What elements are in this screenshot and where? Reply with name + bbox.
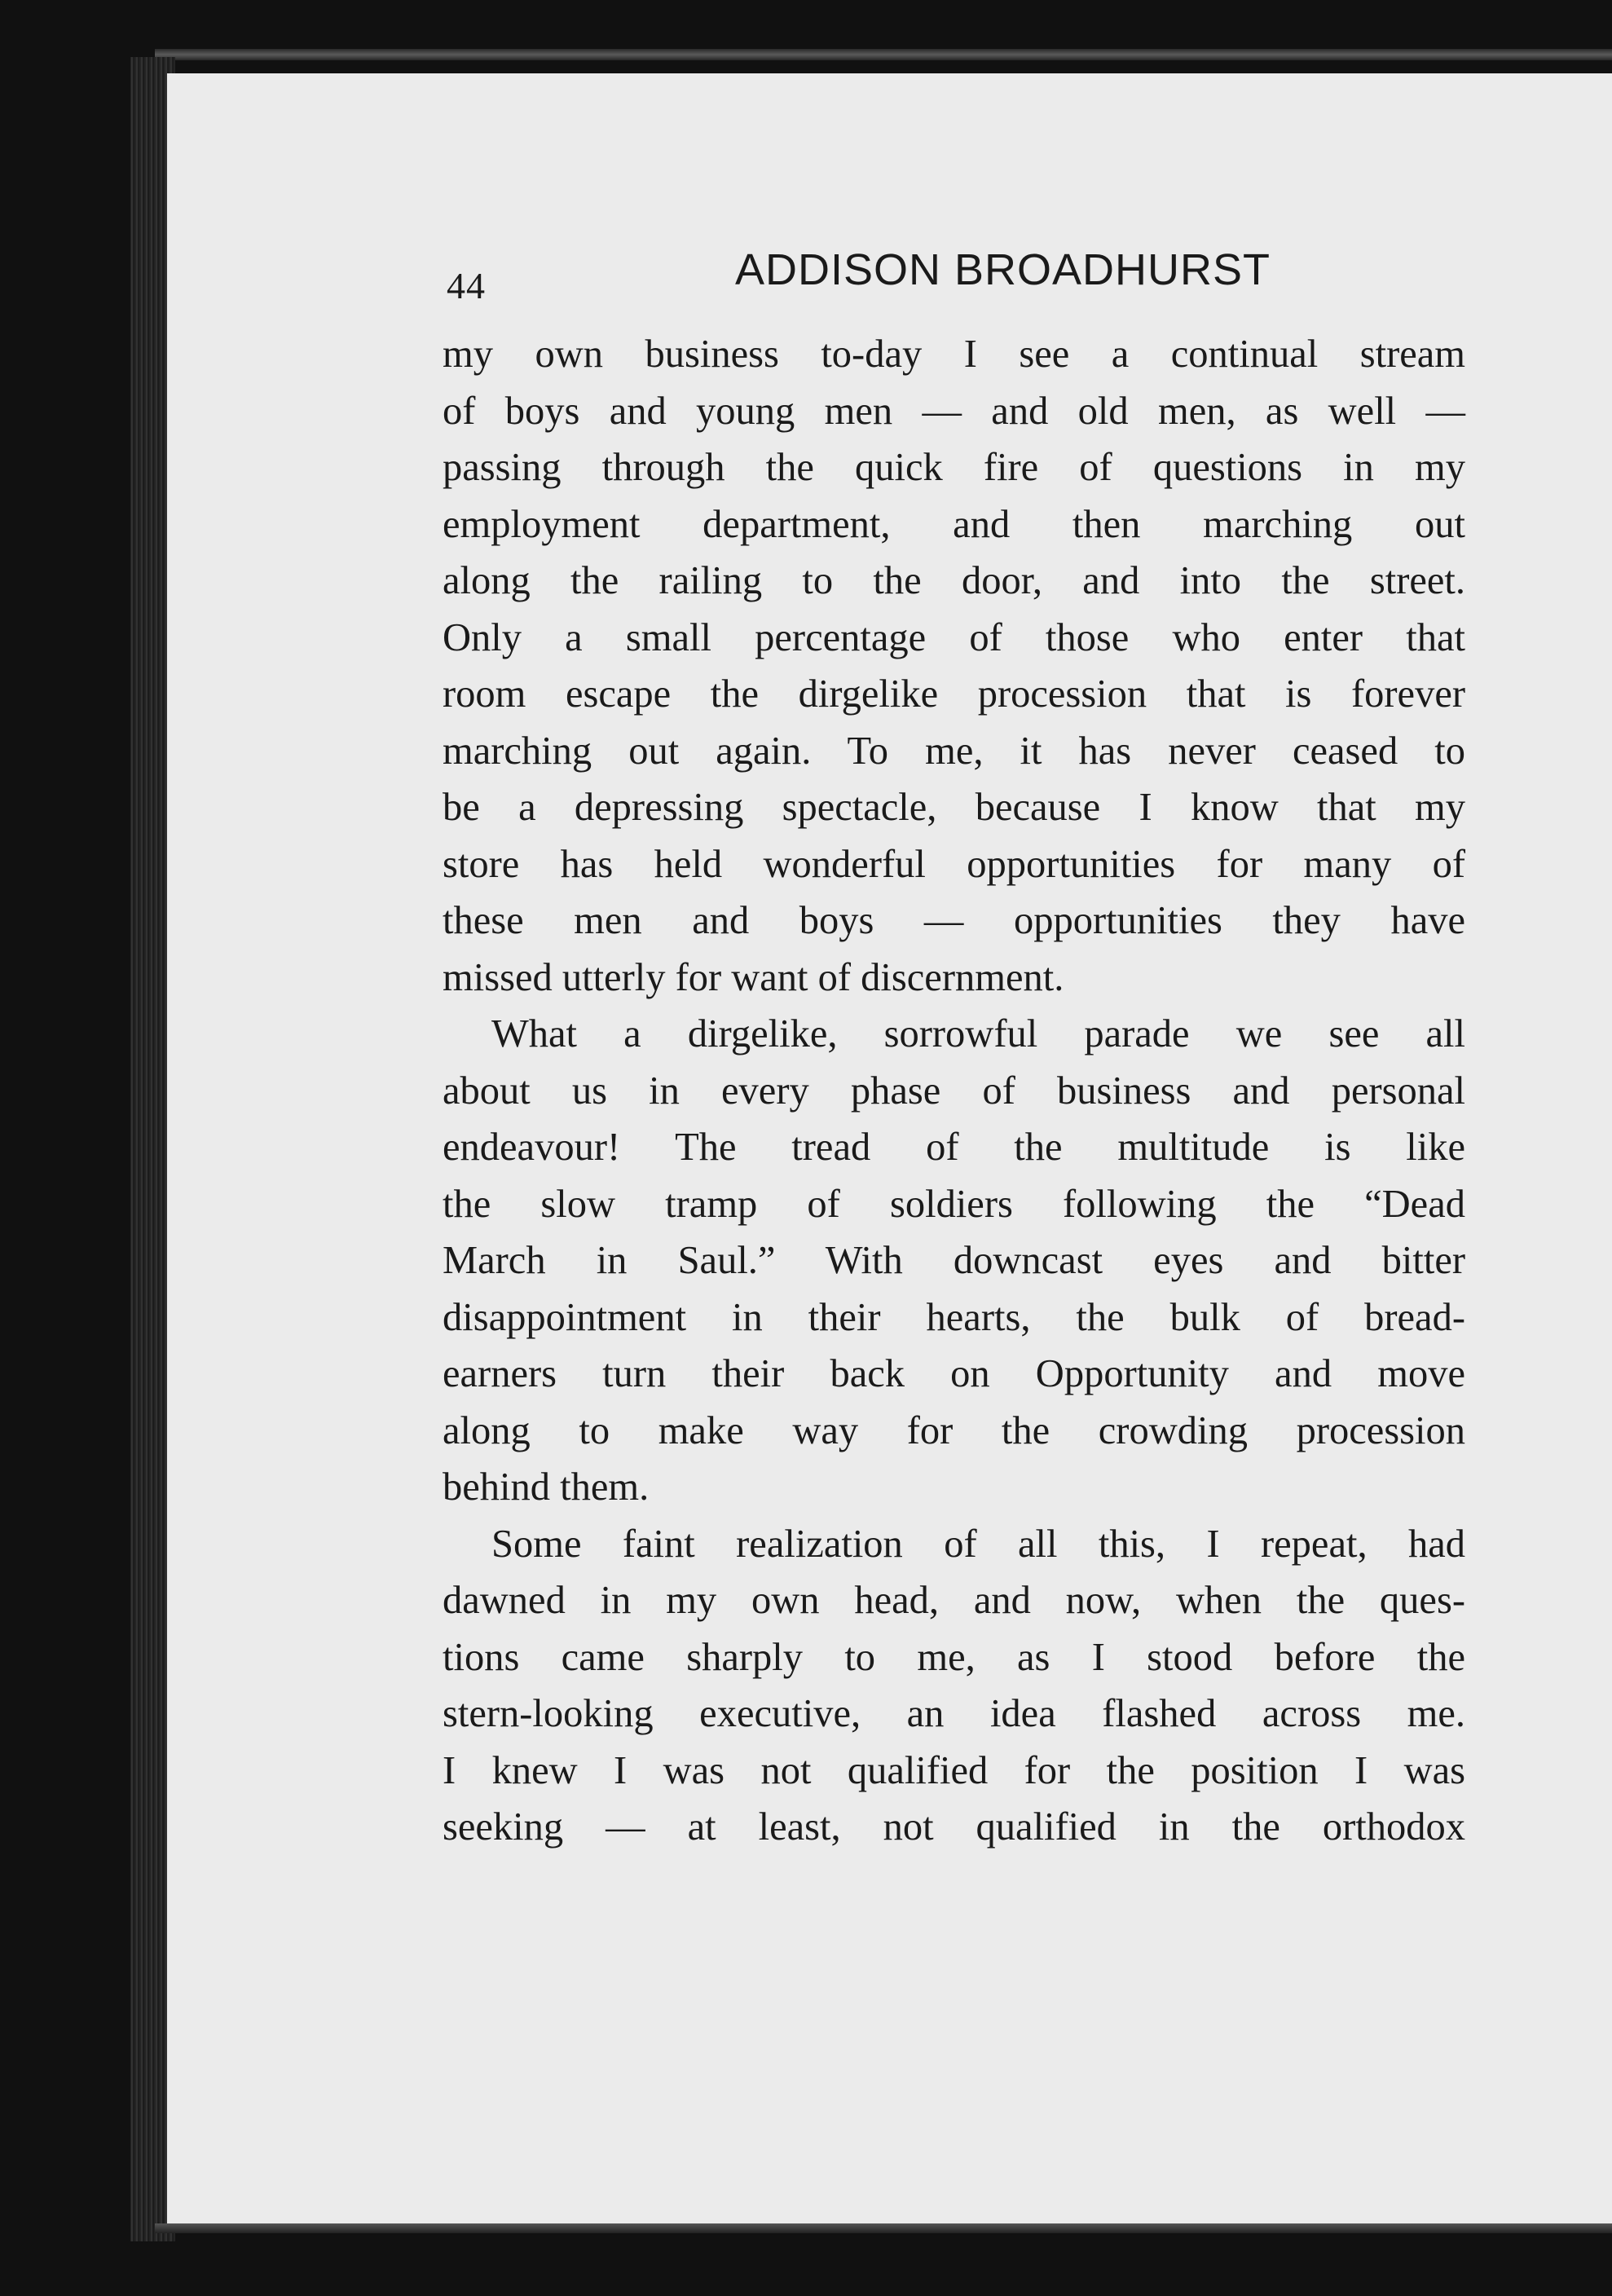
text-line: marching out again. To me, it has never ceased to	[443, 729, 1465, 773]
page-number: 44	[447, 265, 486, 306]
text-line: about us in every phase of business and personal	[443, 1069, 1465, 1113]
page-top-edge	[155, 49, 1612, 60]
text-line: dawned in my own head, and now, when the ques-	[443, 1579, 1465, 1622]
text-line: tions came sharply to me, as I stood before the	[443, 1635, 1465, 1679]
text-line: earners turn their back on Opportunity and move	[443, 1352, 1465, 1395]
body-text	[443, 326, 1465, 1856]
text-line: behind them.	[443, 1465, 650, 1509]
text-line: along to make way for the crowding procession	[443, 1408, 1465, 1452]
text-line: my own business to-day I see a continual stream	[443, 333, 1465, 376]
text-line: store has held wonderful opportunities for many of	[443, 842, 1465, 886]
running-head: ADDISON BROADHURST	[734, 245, 1271, 294]
text-line: of boys and young men — and old men, as well —	[443, 389, 1465, 433]
text-line: March in Saul.” With downcast eyes and bitter	[443, 1239, 1465, 1282]
text-line: I knew I was not qualified for the position I was	[443, 1748, 1465, 1792]
text-line: endeavour! The tread of the multitude is like	[443, 1126, 1465, 1169]
text-line: disappointment in their hearts, the bulk of bread-	[443, 1295, 1465, 1339]
page-bottom-edge	[155, 2223, 1612, 2233]
text-line: the slow tramp of soldiers following the “Dead	[443, 1182, 1465, 1226]
text-line: missed utterly for want of discernment.	[443, 955, 1064, 999]
text-line: What a dirgelike, sorrowful parade we see all	[491, 1012, 1465, 1055]
text-line: employment department, and then marching out	[443, 502, 1465, 546]
text-line: stern-looking executive, an idea flashed across me.	[443, 1692, 1465, 1735]
text-line: passing through the quick fire of questions in my	[443, 446, 1465, 489]
page-header	[447, 245, 1461, 310]
text-line: seeking — at least, not qualified in the orthodox	[443, 1805, 1465, 1849]
text-line: Some faint realization of all this, I repeat, had	[491, 1522, 1465, 1566]
text-line: Only a small percentage of those who enter that	[443, 615, 1465, 659]
text-line: along the railing to the door, and into the street.	[443, 559, 1465, 602]
text-line: be a depressing spectacle, because I know that my	[443, 786, 1465, 829]
text-line: room escape the dirgelike procession that is forever	[443, 672, 1465, 716]
text-line: these men and boys — opportunities they have	[443, 899, 1465, 942]
